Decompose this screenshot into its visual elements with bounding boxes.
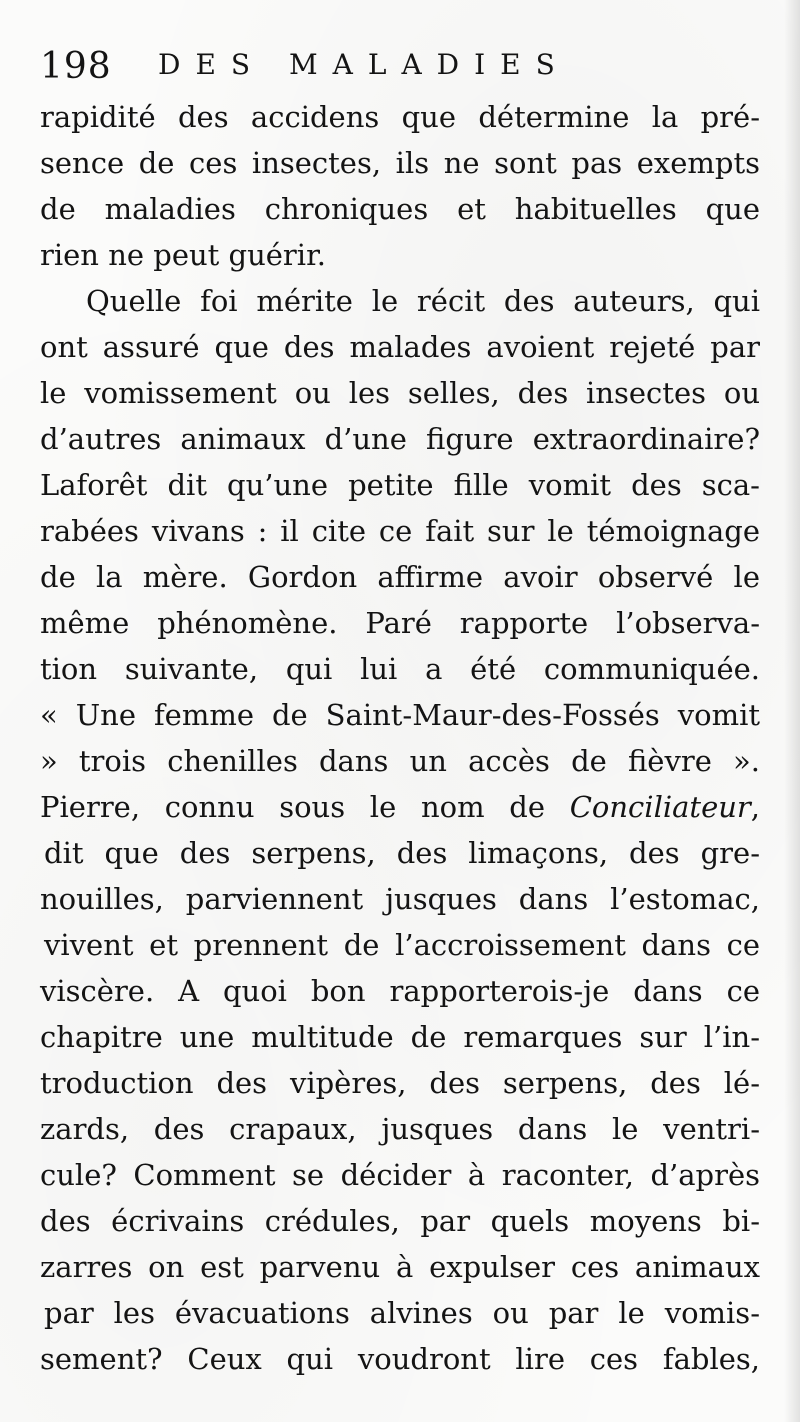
text-line: zards, des crapaux, jusques dans le ventri- xyxy=(40,1112,760,1146)
text-line: chapitre une multitude de remarques sur l’in- xyxy=(40,1020,760,1054)
text-line: des écrivains crédules, par quels moyens bi- xyxy=(40,1204,760,1238)
text-line: vivent et prennent de l’accroissement dans ce xyxy=(44,928,760,962)
text-segment: Pierre, connu sous le nom de xyxy=(40,790,570,824)
paragraph-start-line: Quelle foi mérite le récit des auteurs, qui xyxy=(86,284,760,318)
text-line: viscère. A quoi bon rapporterois-je dans ce xyxy=(40,974,760,1008)
text-line: rabées vivans : il cite ce fait sur le témoignage xyxy=(40,514,760,548)
text-line: zarres on est parvenu à expulser ces animaux xyxy=(40,1250,760,1284)
text-line: par les évacuations alvines ou par le vomis- xyxy=(44,1296,760,1330)
page-header xyxy=(40,40,630,100)
text-line: de maladies chroniques et habituelles que xyxy=(40,192,760,226)
page-number: 198 xyxy=(40,46,112,87)
text-line: d’autres animaux d’une figure extraordinaire? xyxy=(40,422,760,456)
text-line: troduction des vipères, des serpens, des lé- xyxy=(40,1066,760,1100)
text-line: rien ne peut guérir. xyxy=(40,238,326,272)
text-line: dit que des serpens, des limaçons, des gre- xyxy=(44,836,760,870)
text-segment: , xyxy=(750,790,760,824)
italic-term: Conciliateur xyxy=(569,790,751,824)
text-line: tion suivante, qui lui a été communiquée. xyxy=(40,652,760,686)
text-line: Laforêt dit qu’une petite fille vomit des sca- xyxy=(40,468,760,502)
text-line: ont assuré que des malades avoient rejeté par xyxy=(40,330,760,364)
body-text xyxy=(40,94,760,1382)
text-line-with-italic xyxy=(40,784,760,830)
text-line: sence de ces insectes, ils ne sont pas exempts xyxy=(40,146,760,180)
text-line: rapidité des accidens que détermine la pré- xyxy=(40,100,760,134)
quote-line: » trois chenilles dans un accès de fièvre ». xyxy=(40,744,760,778)
quote-line: « Une femme de Saint-Maur-des-Fossés vomit xyxy=(40,698,760,732)
running-head: DES MALADIES xyxy=(158,48,570,81)
text-line: nouilles, parviennent jusques dans l’estomac, xyxy=(40,882,760,916)
text-line: même phénomène. Paré rapporte l’observa- xyxy=(40,606,760,640)
text-line: de la mère. Gordon affirme avoir observé le xyxy=(40,560,760,594)
text-line: sement? Ceux qui voudront lire ces fables, xyxy=(40,1342,760,1376)
text-line: le vomissement ou les selles, des insectes ou xyxy=(40,376,760,410)
text-line: cule? Comment se décider à raconter, d’après xyxy=(40,1158,760,1192)
page-edge-shadow xyxy=(784,0,800,1422)
